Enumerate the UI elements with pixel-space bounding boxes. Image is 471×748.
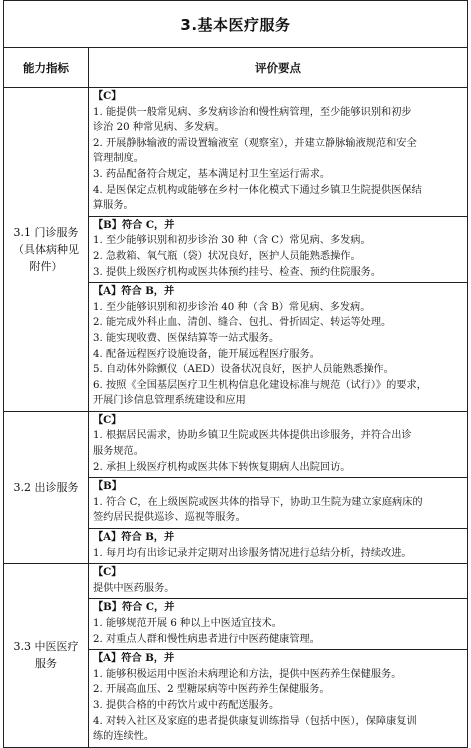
- level-heading: 【B】: [93, 480, 122, 493]
- criteria-line: 1. 根据居民需求，协助乡镇卫生院或医共体提供出诊服务，并符合出诊: [93, 430, 412, 442]
- level-b-cell: [89, 216, 468, 282]
- level-b-cell: [89, 599, 468, 650]
- ability-label: 3.1 门诊服务: [13, 225, 79, 239]
- criteria-line: 3. 提供上级医疗机构或医共体预约挂号、检查、预约住院服务。: [93, 266, 382, 278]
- table-row: [4, 88, 468, 217]
- ability-label: （具体病种见: [13, 242, 79, 256]
- criteria-line: 3. 能实现收费、医保结算等一站式服务。: [93, 332, 280, 344]
- criteria-line: 1. 至少能够识别和初步诊治 30 种（含 C）常见病、多发病。: [93, 235, 371, 247]
- level-a-cell: [89, 529, 468, 564]
- criteria-line: 2. 开展高血压、2 型糖尿病等中医药养生保健服务。: [93, 684, 330, 696]
- criteria-line: 2. 承担上级医疗机构或医共体下转恢复期病人出院回访。: [93, 461, 351, 473]
- ability-cell-3-3: [4, 564, 89, 748]
- level-heading: 【A】符合 B，并: [93, 285, 175, 298]
- level-a-cell: [89, 650, 468, 748]
- service-table: [3, 0, 468, 748]
- criteria-line: 1. 符合 C，在上级医院或医共体的指导下，协助卫生院为建立家庭病床的: [93, 496, 423, 508]
- criteria-line: 3. 提供合格的中药饮片或中药配送服务。: [93, 699, 280, 711]
- table-row: [4, 411, 468, 477]
- ability-label: 服务: [35, 657, 57, 671]
- criteria-line: 3. 药品配备符合规定，基本满足村卫生室运行需求。: [93, 168, 331, 180]
- criteria-line: 5. 自动体外除颤仪（AED）设备状况良好，医护人员能熟悉操作。: [93, 364, 394, 376]
- level-heading: 【B】符合 C，并: [93, 601, 175, 614]
- criteria-line: 算服务。: [93, 200, 134, 212]
- title-row: [4, 1, 468, 48]
- level-heading: 【C】: [93, 566, 122, 579]
- level-heading: 【C】: [93, 413, 122, 426]
- criteria-line: 1. 能够规范开展 6 种以上中医适宜技术。: [93, 618, 282, 629]
- criteria-line: 诊治 20 种常见病、多发病。: [93, 122, 225, 134]
- ability-label: 3.2 出诊服务: [13, 481, 79, 495]
- criteria-line: 签约居民提供巡诊、巡视等服务。: [93, 512, 246, 524]
- ability-label: 附件）: [29, 259, 63, 273]
- criteria-line: 6. 按照《全国基层医疗卫生机构信息化建设标准与规范（试行）》的要求，: [93, 379, 427, 391]
- level-c-cell: [89, 411, 468, 477]
- ability-cell-3-1: [4, 88, 89, 412]
- criteria-line: 开展门诊信息管理系统建设和应用: [93, 395, 246, 407]
- criteria-line: 服务规范。: [93, 446, 144, 458]
- ability-header: 能力指标: [4, 48, 89, 88]
- criteria-line: 2. 开展静脉输液的需设置输液室（观察室），并建立静脉输液规范和安全: [93, 137, 417, 149]
- criteria-line: 管理制度。: [93, 153, 144, 165]
- criteria-line: 2. 对重点人群和慢性病患者进行中医药健康管理。: [93, 633, 320, 645]
- criteria-line: 提供中医药服务。: [93, 582, 175, 594]
- criteria-line: 4. 是医保定点机构或能够在乡村一体化模式下通过乡镇卫生院提供医保结: [93, 184, 422, 196]
- ability-cell-3-2: [4, 411, 89, 563]
- criteria-line: 2. 急救箱、氧气瓶（袋）状况良好，医护人员能熟悉操作。: [93, 250, 361, 262]
- table-row: [4, 564, 468, 599]
- criteria-line: 1. 每月均有出诊记录并定期对出诊服务情况进行总结分析，持续改进。: [93, 547, 412, 559]
- level-a-cell: [89, 283, 468, 412]
- level-heading: 【A】符合 B，并: [93, 531, 175, 544]
- criteria-line: 1. 至少能够识别和初步诊治 40 种（含 B）常见病、多发病。: [93, 301, 371, 313]
- criteria-line: 4. 对转入社区及家庭的患者提供康复训练指导（包括中医），保障康复训: [93, 715, 417, 727]
- level-c-cell: [89, 564, 468, 599]
- criteria-line: 4. 配备远程医疗设施设备，能开展远程医疗服务。: [93, 348, 320, 360]
- criteria-line: 2. 能完成外科止血、清创、缝合、包扎、骨折固定、转运等处理。: [93, 317, 392, 329]
- criteria-line: 练的连续性。: [93, 731, 155, 743]
- level-heading: 【A】符合 B，并: [93, 652, 175, 665]
- evaluation-header: 评价要点: [89, 48, 468, 88]
- level-c-cell: [89, 88, 468, 217]
- level-heading: 【B】符合 C，并: [93, 218, 175, 231]
- level-heading: 【C】: [93, 90, 122, 102]
- criteria-line: 1. 能提供一般常见病、多发病诊治和慢性病管理，至少能够识别和初步: [93, 106, 412, 118]
- table-title: 3.基本医疗服务: [4, 1, 468, 48]
- header-row: [4, 48, 468, 88]
- ability-label: 3.3 中医医疗: [13, 640, 79, 654]
- criteria-line: 1. 能够积极运用中医治未病理论和方法，提供中医药养生保健服务。: [93, 668, 402, 680]
- level-b-cell: [89, 478, 468, 529]
